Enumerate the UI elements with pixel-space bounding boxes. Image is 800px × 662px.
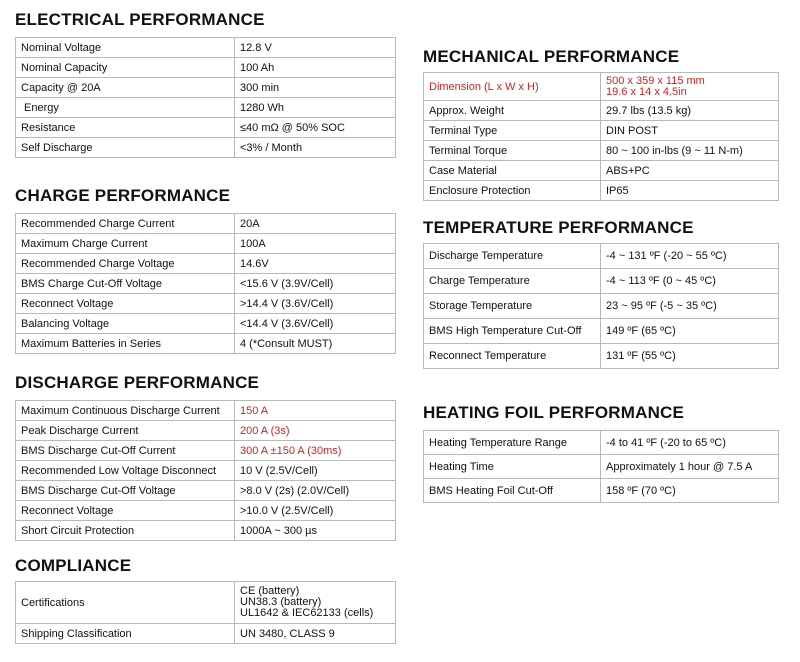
spec-label: Approx. Weight: [424, 101, 601, 121]
spec-label: Reconnect Voltage: [16, 294, 235, 314]
spec-value: 14.6V: [235, 254, 396, 274]
spec-value: IP65: [601, 181, 779, 201]
certification-item: UN38.3 (battery): [240, 596, 322, 608]
mechanical-title: MECHANICAL PERFORMANCE: [423, 47, 680, 66]
table-row: [16, 254, 396, 274]
spec-value: 1280 Wh: [235, 98, 396, 118]
dimension-metric: 500 x 359 x 115 mm: [606, 74, 705, 87]
table-row: [424, 101, 779, 121]
spec-value: 4 (*Consult MUST): [235, 334, 396, 354]
temperature-title: TEMPERATURE PERFORMANCE: [423, 218, 694, 237]
table-row: [16, 294, 396, 314]
spec-value: [235, 582, 396, 624]
discharge-title: DISCHARGE PERFORMANCE: [15, 373, 260, 392]
spec-label: Peak Discharge Current: [16, 421, 235, 441]
spec-value: -4 ~ 113 ºF (0 ~ 45 ºC): [601, 269, 779, 294]
table-row: [16, 138, 396, 158]
discharge-section: [15, 373, 396, 541]
spec-label: Nominal Capacity: [16, 58, 235, 78]
spec-value: >10.0 V (2.5V/Cell): [235, 501, 396, 521]
spec-label: BMS Discharge Cut-Off Voltage: [16, 481, 235, 501]
spec-label: Maximum Continuous Discharge Current: [16, 401, 235, 421]
table-row: [16, 334, 396, 354]
spec-label: BMS Charge Cut-Off Voltage: [16, 274, 235, 294]
spec-label: Maximum Charge Current: [16, 234, 235, 254]
spec-value: 29.7 lbs (13.5 kg): [601, 101, 779, 121]
table-row: [16, 401, 396, 421]
table-row: [16, 78, 396, 98]
heating-table: [423, 430, 779, 503]
spec-label: Nominal Voltage: [16, 38, 235, 58]
charge-title: CHARGE PERFORMANCE: [15, 186, 231, 205]
compliance-title: COMPLIANCE: [15, 556, 132, 575]
spec-value: -4 ~ 131 ºF (-20 ~ 55 ºC): [601, 244, 779, 269]
table-row: [16, 582, 396, 624]
spec-label: Certifications: [16, 582, 235, 624]
spec-value: Approximately 1 hour @ 7.5 A: [601, 455, 779, 479]
spec-label: Reconnect Temperature: [424, 344, 601, 369]
electrical-table: [15, 37, 396, 158]
certification-item: CE (battery): [240, 585, 300, 597]
table-row: [424, 121, 779, 141]
table-row: [16, 624, 396, 644]
spec-label: Terminal Torque: [424, 141, 601, 161]
table-row: [424, 181, 779, 201]
table-row: [16, 274, 396, 294]
table-row: [16, 118, 396, 138]
spec-value: 80 ~ 100 in-lbs (9 ~ 11 N-m): [601, 141, 779, 161]
spec-label: Recommended Charge Voltage: [16, 254, 235, 274]
table-row: [424, 479, 779, 503]
mechanical-table: [423, 72, 779, 201]
table-row: [16, 98, 396, 118]
spec-value: 150 A: [235, 401, 396, 421]
spec-value: >8.0 V (2s) (2.0V/Cell): [235, 481, 396, 501]
table-row: [16, 481, 396, 501]
spec-label: Capacity @ 20A: [16, 78, 235, 98]
table-row: [16, 421, 396, 441]
spec-label: Storage Temperature: [424, 294, 601, 319]
table-row: [424, 141, 779, 161]
spec-value: UN 3480, CLASS 9: [235, 624, 396, 644]
table-row: [424, 244, 779, 269]
spec-label: Short Circuit Protection: [16, 521, 235, 541]
table-row: [16, 214, 396, 234]
table-row: [424, 455, 779, 479]
spec-label: Reconnect Voltage: [16, 501, 235, 521]
heating-section: [423, 403, 779, 503]
table-row: [424, 431, 779, 455]
table-row: [424, 344, 779, 369]
table-row: [424, 161, 779, 181]
discharge-table: [15, 400, 396, 541]
spec-value: 200 A (3s): [235, 421, 396, 441]
spec-value: >14.4 V (3.6V/Cell): [235, 294, 396, 314]
heating-title: HEATING FOIL PERFORMANCE: [423, 403, 685, 422]
spec-value: 1000A ~ 300 µs: [235, 521, 396, 541]
table-row: [16, 501, 396, 521]
spec-label: Recommended Low Voltage Disconnect: [16, 461, 235, 481]
charge-section: [15, 186, 396, 354]
spec-value: 300 A ±150 A (30ms): [235, 441, 396, 461]
spec-value: DIN POST: [601, 121, 779, 141]
spec-label: Heating Temperature Range: [424, 431, 601, 455]
compliance-section: [15, 556, 396, 644]
table-row: [16, 461, 396, 481]
certification-item: UL1642 & IEC62133 (cells): [240, 607, 374, 619]
spec-value: 10 V (2.5V/Cell): [235, 461, 396, 481]
table-row: [16, 441, 396, 461]
spec-value: 131 ºF (55 ºC): [601, 344, 779, 369]
electrical-section: [15, 10, 396, 158]
table-row: [424, 73, 779, 101]
spec-value: ≤40 mΩ @ 50% SOC: [235, 118, 396, 138]
spec-label: Balancing Voltage: [16, 314, 235, 334]
spec-label: Heating Time: [424, 455, 601, 479]
table-row: [424, 269, 779, 294]
spec-label: Terminal Type: [424, 121, 601, 141]
table-row: [424, 294, 779, 319]
spec-value: 20A: [235, 214, 396, 234]
spec-label: Discharge Temperature: [424, 244, 601, 269]
spec-value: 158 ºF (70 ºC): [601, 479, 779, 503]
temperature-table: [423, 243, 779, 369]
spec-label: Resistance: [16, 118, 235, 138]
spec-label: Recommended Charge Current: [16, 214, 235, 234]
charge-table: [15, 213, 396, 354]
table-row: [16, 234, 396, 254]
temperature-section: [423, 218, 779, 369]
table-row: [16, 314, 396, 334]
mechanical-section: [423, 47, 779, 201]
compliance-table: [15, 581, 396, 644]
spec-value: ABS+PC: [601, 161, 779, 181]
spec-label: Dimension (L x W x H): [424, 73, 601, 101]
spec-label: BMS Heating Foil Cut-Off: [424, 479, 601, 503]
spec-value: 23 ~ 95 ºF (-5 ~ 35 ºC): [601, 294, 779, 319]
table-row: [424, 319, 779, 344]
spec-value: -4 to 41 ºF (-20 to 65 ºC): [601, 431, 779, 455]
spec-label: Shipping Classification: [16, 624, 235, 644]
spec-value: <3% / Month: [235, 138, 396, 158]
spec-label: Enclosure Protection: [424, 181, 601, 201]
spec-value: <15.6 V (3.9V/Cell): [235, 274, 396, 294]
spec-label: Maximum Batteries in Series: [16, 334, 235, 354]
spec-value: 100A: [235, 234, 396, 254]
spec-label: BMS Discharge Cut-Off Current: [16, 441, 235, 461]
table-row: [16, 38, 396, 58]
spec-value: [601, 73, 779, 101]
spec-value: <14.4 V (3.6V/Cell): [235, 314, 396, 334]
table-row: [16, 521, 396, 541]
spec-value: 300 min: [235, 78, 396, 98]
spec-label: Charge Temperature: [424, 269, 601, 294]
spec-value: 12.8 V: [235, 38, 396, 58]
table-row: [16, 58, 396, 78]
electrical-title: ELECTRICAL PERFORMANCE: [15, 10, 265, 29]
spec-label: BMS High Temperature Cut-Off: [424, 319, 601, 344]
spec-label: Case Material: [424, 161, 601, 181]
dimension-imperial: 19.6 x 14 x 4.5in: [606, 85, 687, 98]
spec-label: Energy: [16, 98, 235, 118]
spec-value: 100 Ah: [235, 58, 396, 78]
spec-label: Self Discharge: [16, 138, 235, 158]
spec-value: 149 ºF (65 ºC): [601, 319, 779, 344]
